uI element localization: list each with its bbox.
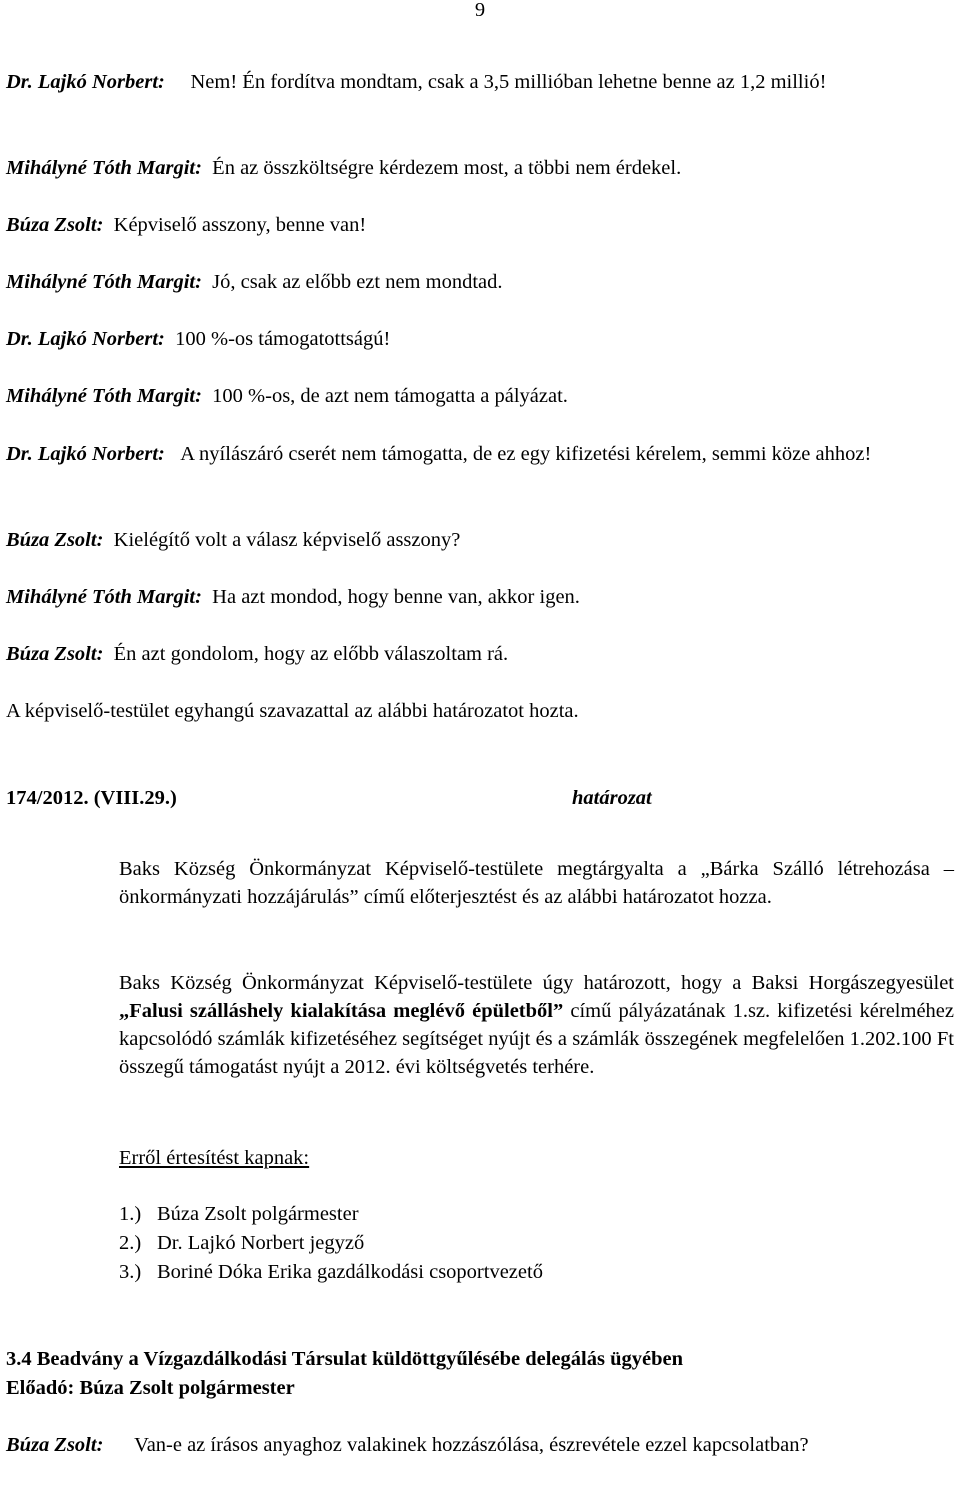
list-text: Dr. Lajkó Norbert jegyző xyxy=(157,1232,365,1254)
dialogue-entry xyxy=(6,440,954,468)
dialogue-entry xyxy=(6,526,954,554)
speech-text: Képviselő asszony, benne van! xyxy=(113,214,367,236)
dialogue-entry xyxy=(6,68,954,96)
speaker-name: Mihályné Tóth Margit: xyxy=(6,586,202,608)
list-text: Búza Zsolt polgármester xyxy=(157,1203,359,1225)
list-item xyxy=(119,1229,954,1257)
speaker-name: Búza Zsolt: xyxy=(6,1434,104,1456)
speech-text: Én az összköltségre kérdezem most, a többi nem érdekel. xyxy=(212,157,682,179)
resolution-paragraph-1: Baks Község Önkormányzat Képviselő-testülete megtárgyalta a „Bárka Szálló létrehozása – önkormányzati hozzájárulás” című előterjesztést és az alábbi határozatot hozza. xyxy=(119,858,954,908)
dialogue-entry xyxy=(6,268,954,296)
list-text: Boriné Dóka Erika gazdálkodási csoportvezető xyxy=(157,1261,543,1283)
speech-text: Kielégítő volt a válasz képviselő asszony? xyxy=(113,529,461,551)
dialogue-entry xyxy=(6,325,954,353)
vote-statement: A képviselő-testület egyhangú szavazattal az alábbi határozatot hozta. xyxy=(6,700,579,722)
paragraph-text: Baks Község Önkormányzat Képviselő-testülete úgy határozott, hogy a Baksi Horgászegyesület xyxy=(119,972,954,994)
speaker-name: Búza Zsolt: xyxy=(6,529,104,551)
project-title: „Falusi szálláshely kialakítása meglévő épületből” xyxy=(119,1000,564,1022)
speaker-name: Mihályné Tóth Margit: xyxy=(6,385,202,407)
dialogue-entry xyxy=(6,1431,954,1459)
list-number: 3.) xyxy=(119,1261,142,1283)
list-item xyxy=(119,1200,954,1228)
list-number: 2.) xyxy=(119,1232,142,1254)
speaker-name: Mihályné Tóth Margit: xyxy=(6,157,202,179)
speaker-name: Mihályné Tóth Margit: xyxy=(6,271,202,293)
paragraph-text: című pályázatának 1.sz. kifizetési kérelméhez kapcsolódó számlák kifizetéséhez segítséget nyújt és a számlák összegének megfelelően 1.202.100 Ft összegű támogatást nyújt a 2012. évi költségvetés terhére. xyxy=(119,1000,954,1078)
speech-text: Ha azt mondod, hogy benne van, akkor igen. xyxy=(212,586,580,608)
speech-text: Én azt gondolom, hogy az előbb válaszoltam rá. xyxy=(113,643,509,665)
speech-text: A nyílászáró cserét nem támogatta, de ez egy kifizetési kérelem, semmi köze ahhoz! xyxy=(180,443,872,465)
speech-text: Nem! Én fordítva mondtam, csak a 3,5 millióban lehetne benne az 1,2 millió! xyxy=(190,71,827,93)
list-number: 1.) xyxy=(119,1203,142,1225)
agenda-title: 3.4 Beadvány a Vízgazdálkodási Társulat küldöttgyűlésébe delegálás ügyében xyxy=(6,1348,683,1370)
resolution-paragraph-2 xyxy=(119,969,954,1081)
speech-text: Jó, csak az előbb ezt nem mondtad. xyxy=(212,271,503,293)
dialogue-entry xyxy=(6,640,954,668)
resolution-number: 174/2012. (VIII.29.) xyxy=(6,787,177,809)
speech-text: 100 %-os, de azt nem támogatta a pályázat. xyxy=(212,385,568,407)
resolution-title: határozat xyxy=(572,787,652,809)
speaker-name: Dr. Lajkó Norbert: xyxy=(6,71,165,93)
dialogue-entry xyxy=(6,211,954,239)
page-number: 9 xyxy=(474,0,486,21)
list-item xyxy=(119,1258,954,1286)
notify-heading: Erről értesítést kapnak: xyxy=(119,1147,310,1169)
dialogue-entry xyxy=(6,382,954,410)
dialogue-entry xyxy=(6,583,954,611)
speaker-name: Búza Zsolt: xyxy=(6,214,104,236)
speech-text: 100 %-os támogatottságú! xyxy=(175,328,391,350)
speaker-name: Dr. Lajkó Norbert: xyxy=(6,443,165,465)
speaker-name: Dr. Lajkó Norbert: xyxy=(6,328,165,350)
speech-text: Van-e az írásos anyaghoz valakinek hozzászólása, észrevétele ezzel kapcsolatban? xyxy=(134,1434,809,1456)
speaker-name: Búza Zsolt: xyxy=(6,643,104,665)
dialogue-entry xyxy=(6,154,954,182)
agenda-presenter: Előadó: Búza Zsolt polgármester xyxy=(6,1377,295,1399)
